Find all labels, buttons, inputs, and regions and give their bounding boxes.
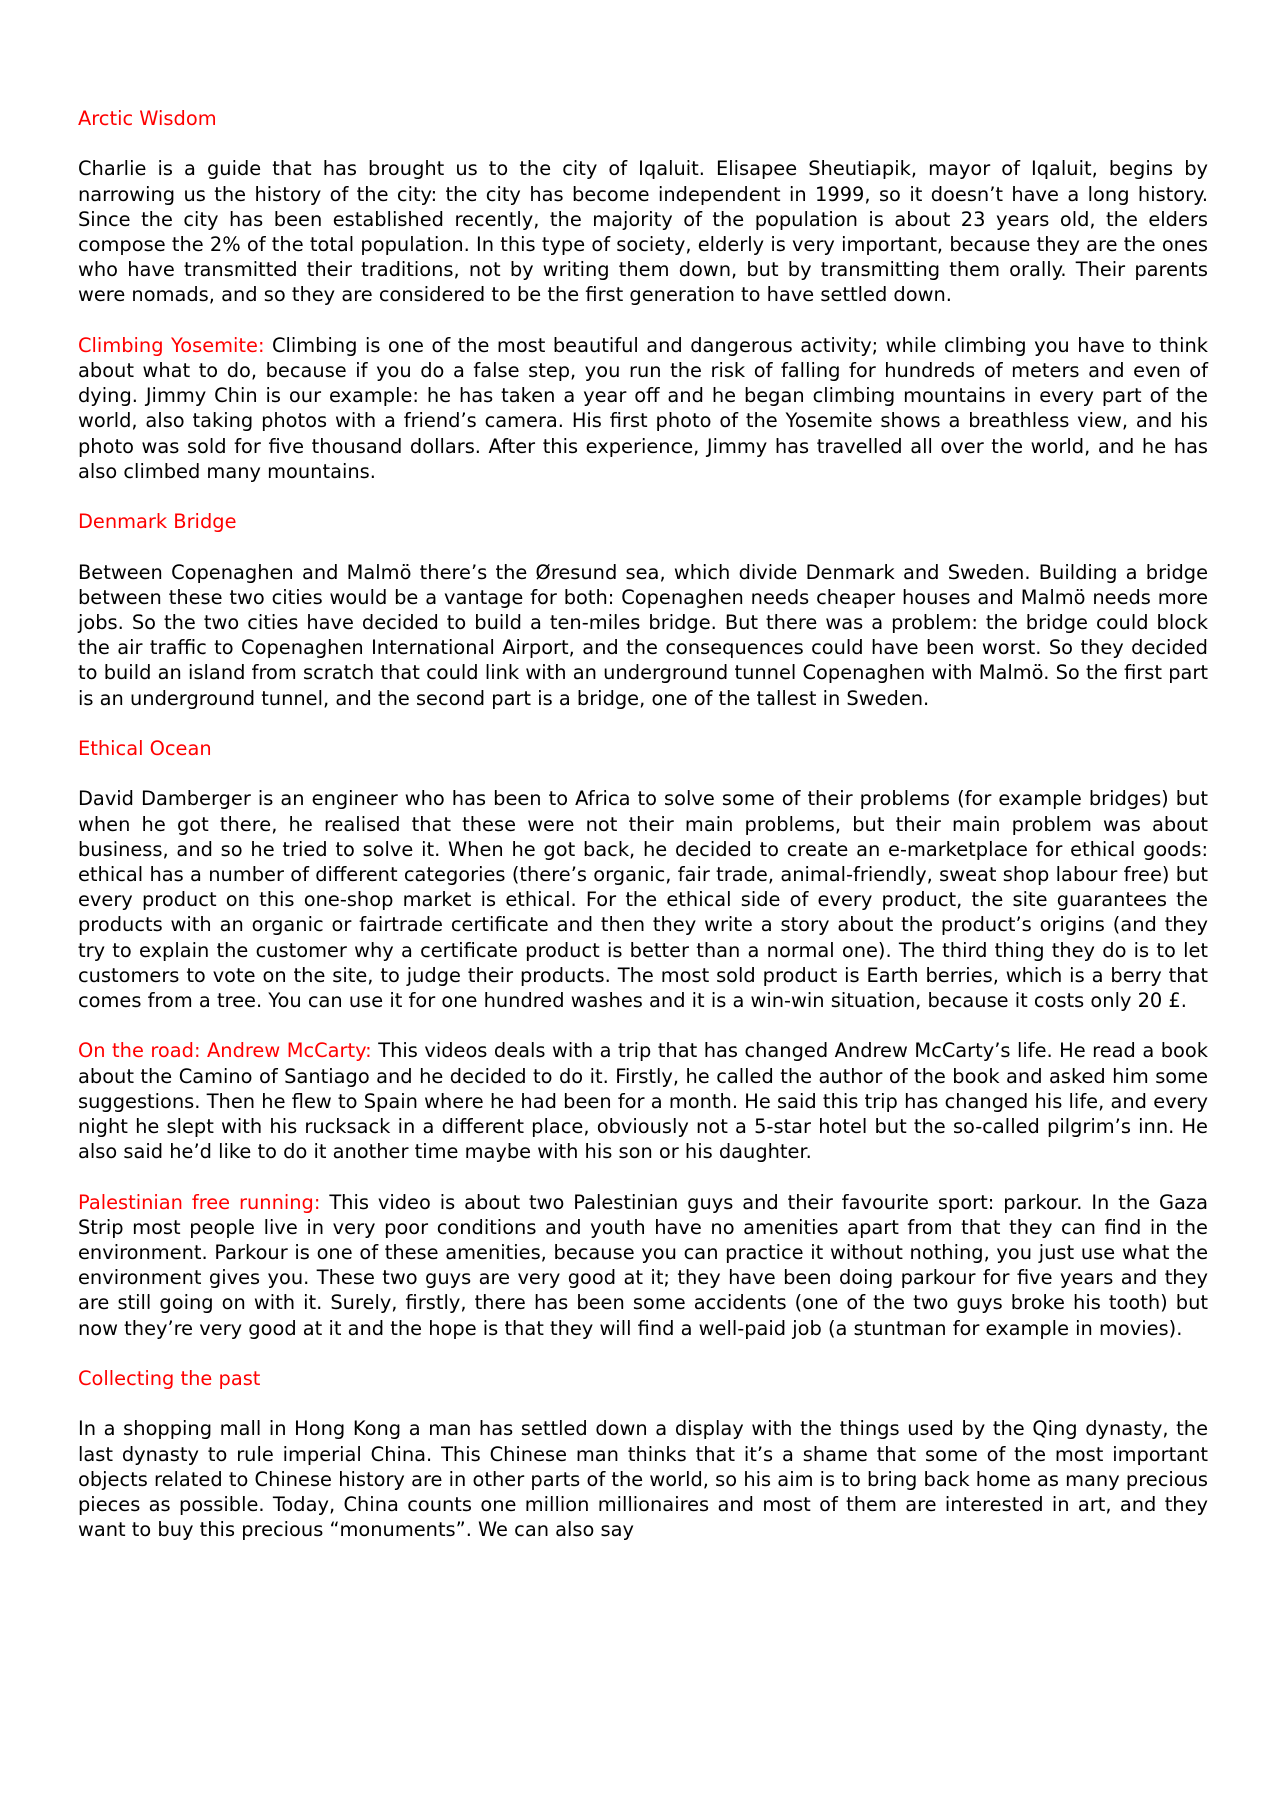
section-heading-palestinian-free-running: Palestinian free running:	[78, 1190, 321, 1214]
section-heading-on-the-road: On the road: Andrew McCarty:	[78, 1039, 372, 1063]
section-body-ethical-ocean: David Damberger is an engineer who has been to Africa to solve some of their problems (for example bridges) but when he got there, he realised that these were not their main problems, but their main problem was about business, and so he tried to solve it. When he got back, he decided to create an e-marketplace for ethical goods: ethical has a number of different categories (there’s organic, fair trade, animal-friendly, sweat shop labour free) but every product on this one-shop market is ethical. For the ethical side of every product, the site guarantees the products with an organic or fairtrade certificate and then they write a story about the product’s origins (and they try to explain the customer why a certificate product is better than a normal one). The third thing they do is to let customers to vote on the site, to judge their products. The most sold product is Earth berries, which is a berry that comes from a tree. You can use it for one hundred washes and it is a win-win situation, because it costs only 20 £.	[78, 787, 1208, 1013]
section-heading-denmark-bridge: Denmark Bridge	[78, 510, 237, 534]
section-palestinian-free-running	[78, 1190, 1208, 1341]
section-heading-ethical-ocean: Ethical Ocean	[78, 737, 212, 760]
section-heading-climbing-yosemite: Climbing Yosemite:	[78, 333, 265, 357]
section-on-the-road	[78, 1038, 1208, 1164]
section-body-palestinian-free-running: This video is about two Palestinian guys and their favourite sport: parkour. In the Gaza Strip most people live in very poor conditions and youth have no amenities apart from that they can find in the environment. Parkour is one of these amenities, because you can practice it without nothing, you just use what the environment gives you. These two guys are very good at it; they have been doing parkour for five years and they are still going on with it. Surely, firstly, there has been some accidents (one of the two guys broke his tooth) but now they’re very good at it and the hope is that they will find a well-paid job (a stuntman for example in movies).	[78, 1190, 1208, 1340]
section-heading-collecting-the-past: Collecting the past	[78, 1367, 261, 1391]
section-heading-arctic-wisdom: Arctic Wisdom	[78, 107, 217, 130]
section-body-on-the-road: This videos deals with a trip that has changed Andrew McCarty’s life. He read a book about the Camino of Santiago and he decided to do it. Firstly, he called the author of the book and asked him some suggestions. Then he flew to Spain where he had been for a month. He said this trip has changed his life, and every night he slept with his rucksack in a different place, obviously not a 5-star hotel but the so-called pilgrim’s inn. He also said he’d like to do it another time maybe with his son or his daughter.	[78, 1039, 1208, 1164]
section-body-climbing-yosemite: Climbing is one of the most beautiful and dangerous activity; while climbing you have to think about what to do, because if you do a false step, you run the risk of falling for hundreds of meters and even of dying. Jimmy Chin is our example: he has taken a year off and he began climbing mountains in every part of the world, also taking photos with a friend’s camera. His first photo of the Yosemite shows a breathless view, and his photo was sold for five thousand dollars. After this experience, Jimmy has travelled all over the world, and he has also climbed many mountains.	[78, 333, 1208, 483]
document-page	[78, 106, 1208, 1568]
section-climbing-yosemite	[78, 333, 1208, 484]
section-body-arctic-wisdom: Charlie is a guide that has brought us to the city of Iqaluit. Elisapee Sheutiapik, mayor of Iqaluit, begins by narrowing us the history of the city: the city has become independent in 1999, so it doesn’t have a long history. Since the city has been established recently, the majority of the population is about 23 years old, the elders compose the 2% of the total population. In this type of society, elderly is very important, because they are the ones who have transmitted their traditions, not by writing them down, but by transmitting them orally. Their parents were nomads, and so they are considered to be the first generation to have settled down.	[78, 157, 1208, 307]
section-body-collecting-the-past: In a shopping mall in Hong Kong a man has settled down a display with the things used by the Qing dynasty, the last dynasty to rule imperial China. This Chinese man thinks that it’s a shame that some of the most important objects related to Chinese history are in other parts of the world, so his aim is to bring back home as many precious pieces as possible. Today, China counts one million millionaires and most of them are interested in art, and they want to buy this precious “monuments”. We can also say	[78, 1417, 1208, 1542]
section-body-denmark-bridge: Between Copenaghen and Malmö there’s the Øresund sea, which divide Denmark and Sweden. Building a bridge between these two cities would be a vantage for both: Copenaghen needs cheaper houses and Malmö needs more jobs. So the two cities have decided to build a ten-miles bridge. But there was a problem: the bridge could block the air traffic to Copenaghen International Airport, and the consequences could have been worst. So they decided to build an island from scratch that could link with an underground tunnel Copenaghen with Malmö. So the first part is an underground tunnel, and the second part is a bridge, one of the tallest in Sweden.	[78, 560, 1208, 710]
